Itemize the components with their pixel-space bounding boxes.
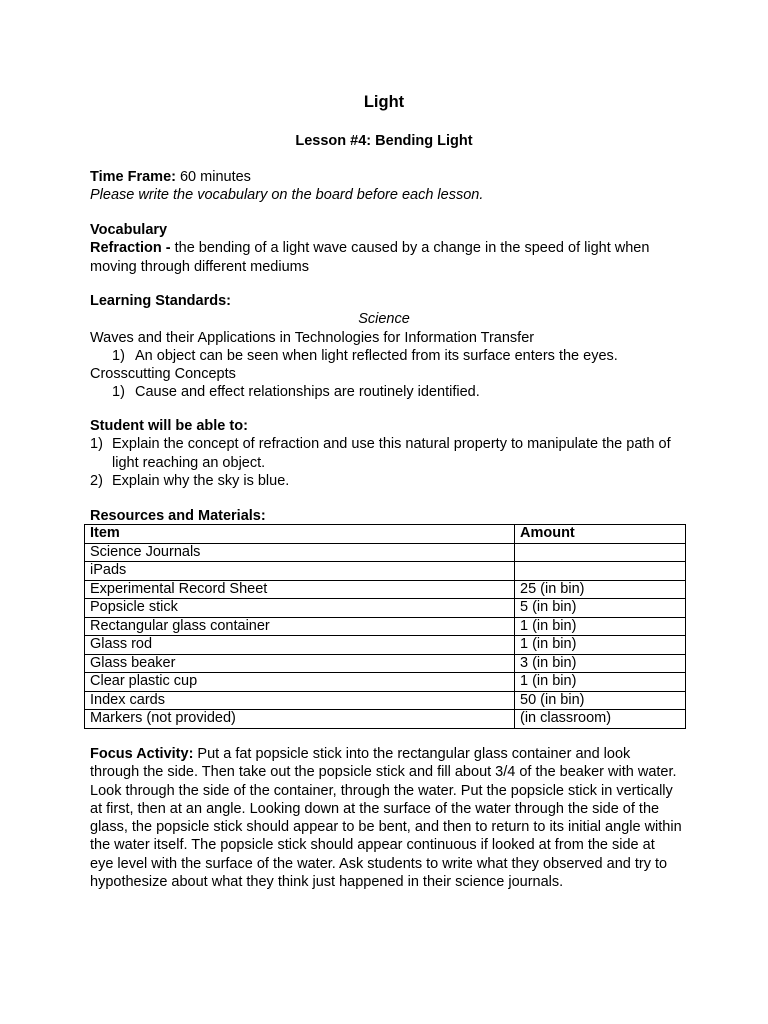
table-cell-amount: (in classroom) — [515, 710, 686, 729]
table-cell-item: Clear plastic cup — [85, 673, 515, 692]
time-frame-label: Time Frame: — [90, 169, 176, 185]
vocabulary-term: Refraction - — [90, 240, 171, 257]
standards-item-text: An object can be seen when light reflected from its surface enters the eyes. — [135, 347, 618, 364]
standards-item-text: Cause and effect relationships are routinely identified. — [135, 384, 480, 401]
materials-heading: Resources and Materials: — [90, 508, 266, 524]
table-cell-amount: 3 (in bin) — [515, 654, 686, 673]
standards-item — [90, 347, 690, 365]
table-cell-item: Glass rod — [85, 636, 515, 655]
time-frame-note: Please write the vocabulary on the board before each lesson. — [90, 187, 484, 204]
learning-standards-heading: Learning Standards: — [90, 293, 231, 309]
objective-text: Explain why the sky is blue. — [112, 472, 290, 489]
table-row — [85, 580, 686, 599]
document-title: Light — [363, 93, 405, 111]
vocabulary-heading: Vocabulary — [90, 222, 168, 238]
objective-item — [90, 435, 698, 472]
table-row — [85, 617, 686, 636]
focus-activity-paragraph — [90, 745, 682, 891]
table-cell-amount: 5 (in bin) — [515, 599, 686, 618]
materials-table — [84, 524, 686, 729]
table-row — [85, 562, 686, 581]
standards-group-title: Crosscutting Concepts — [90, 366, 236, 383]
objective-item — [90, 472, 698, 490]
standards-subject: Science — [358, 311, 410, 328]
table-cell-item: Science Journals — [85, 543, 515, 562]
table-cell-amount — [515, 562, 686, 581]
column-header-amount: Amount — [515, 525, 686, 544]
table-header-row — [85, 525, 686, 544]
table-row — [85, 691, 686, 710]
objective-number: 2) — [90, 472, 103, 489]
table-cell-item: iPads — [85, 562, 515, 581]
table-row — [85, 673, 686, 692]
vocabulary-entry — [90, 239, 682, 276]
focus-activity-text: Put a fat popsicle stick into the rectangular glass container and look through the side. Then take out the popsicle stick and fill about 3/4 of the beaker with water. Look through the side of the container, through the water. Put the popsicle stick in vertically at first, then at an angle. Looking down at the surface of the water through the side of the glass, the popsicle stick should appear to be bent, and then to return to its initial angle within the water itself. The popsicle stick should appear continuous if looked at from the side at eye level with the surface of the water. Ask students to write what they observed and try to hypothesize about what they think just happened in their science journals. — [90, 746, 682, 891]
standards-item-number: 1) — [112, 347, 125, 364]
time-frame-line — [90, 168, 690, 186]
table-cell-item: Rectangular glass container — [85, 617, 515, 636]
objective-text: Explain the concept of refraction and use this natural property to manipulate the path of light reaching an object. — [112, 436, 671, 471]
objectives-section — [90, 417, 690, 490]
table-row — [85, 636, 686, 655]
table-row — [85, 710, 686, 729]
table-cell-amount: 50 (in bin) — [515, 691, 686, 710]
time-frame-value: 60 minutes — [175, 169, 251, 185]
objectives-heading: Student will be able to: — [90, 418, 248, 434]
table-cell-item: Markers (not provided) — [85, 710, 515, 729]
table-cell-item: Popsicle stick — [85, 599, 515, 618]
objective-number: 1) — [90, 436, 103, 453]
vocabulary-section — [90, 221, 682, 276]
table-row — [85, 543, 686, 562]
column-header-item: Item — [85, 525, 515, 544]
standards-item — [90, 383, 690, 401]
table-cell-item: Experimental Record Sheet — [85, 580, 515, 599]
vocabulary-definition: the bending of a light wave caused by a change in the speed of light when moving through different mediums — [90, 240, 650, 275]
table-cell-amount: 25 (in bin) — [515, 580, 686, 599]
time-frame-section — [90, 168, 690, 205]
table-cell-amount: 1 (in bin) — [515, 617, 686, 636]
table-cell-amount: 1 (in bin) — [515, 673, 686, 692]
learning-standards-section — [90, 292, 690, 402]
table-row — [85, 654, 686, 673]
lesson-title: Lesson #4: Bending Light — [295, 133, 473, 149]
focus-activity-label: Focus Activity: — [90, 746, 194, 762]
table-cell-amount: 1 (in bin) — [515, 636, 686, 655]
table-row — [85, 599, 686, 618]
table-cell-amount — [515, 543, 686, 562]
standards-group-title: Waves and their Applications in Technologies for Information Transfer — [90, 329, 535, 346]
standards-item-number: 1) — [112, 384, 125, 401]
table-cell-item: Glass beaker — [85, 654, 515, 673]
table-cell-item: Index cards — [85, 691, 515, 710]
